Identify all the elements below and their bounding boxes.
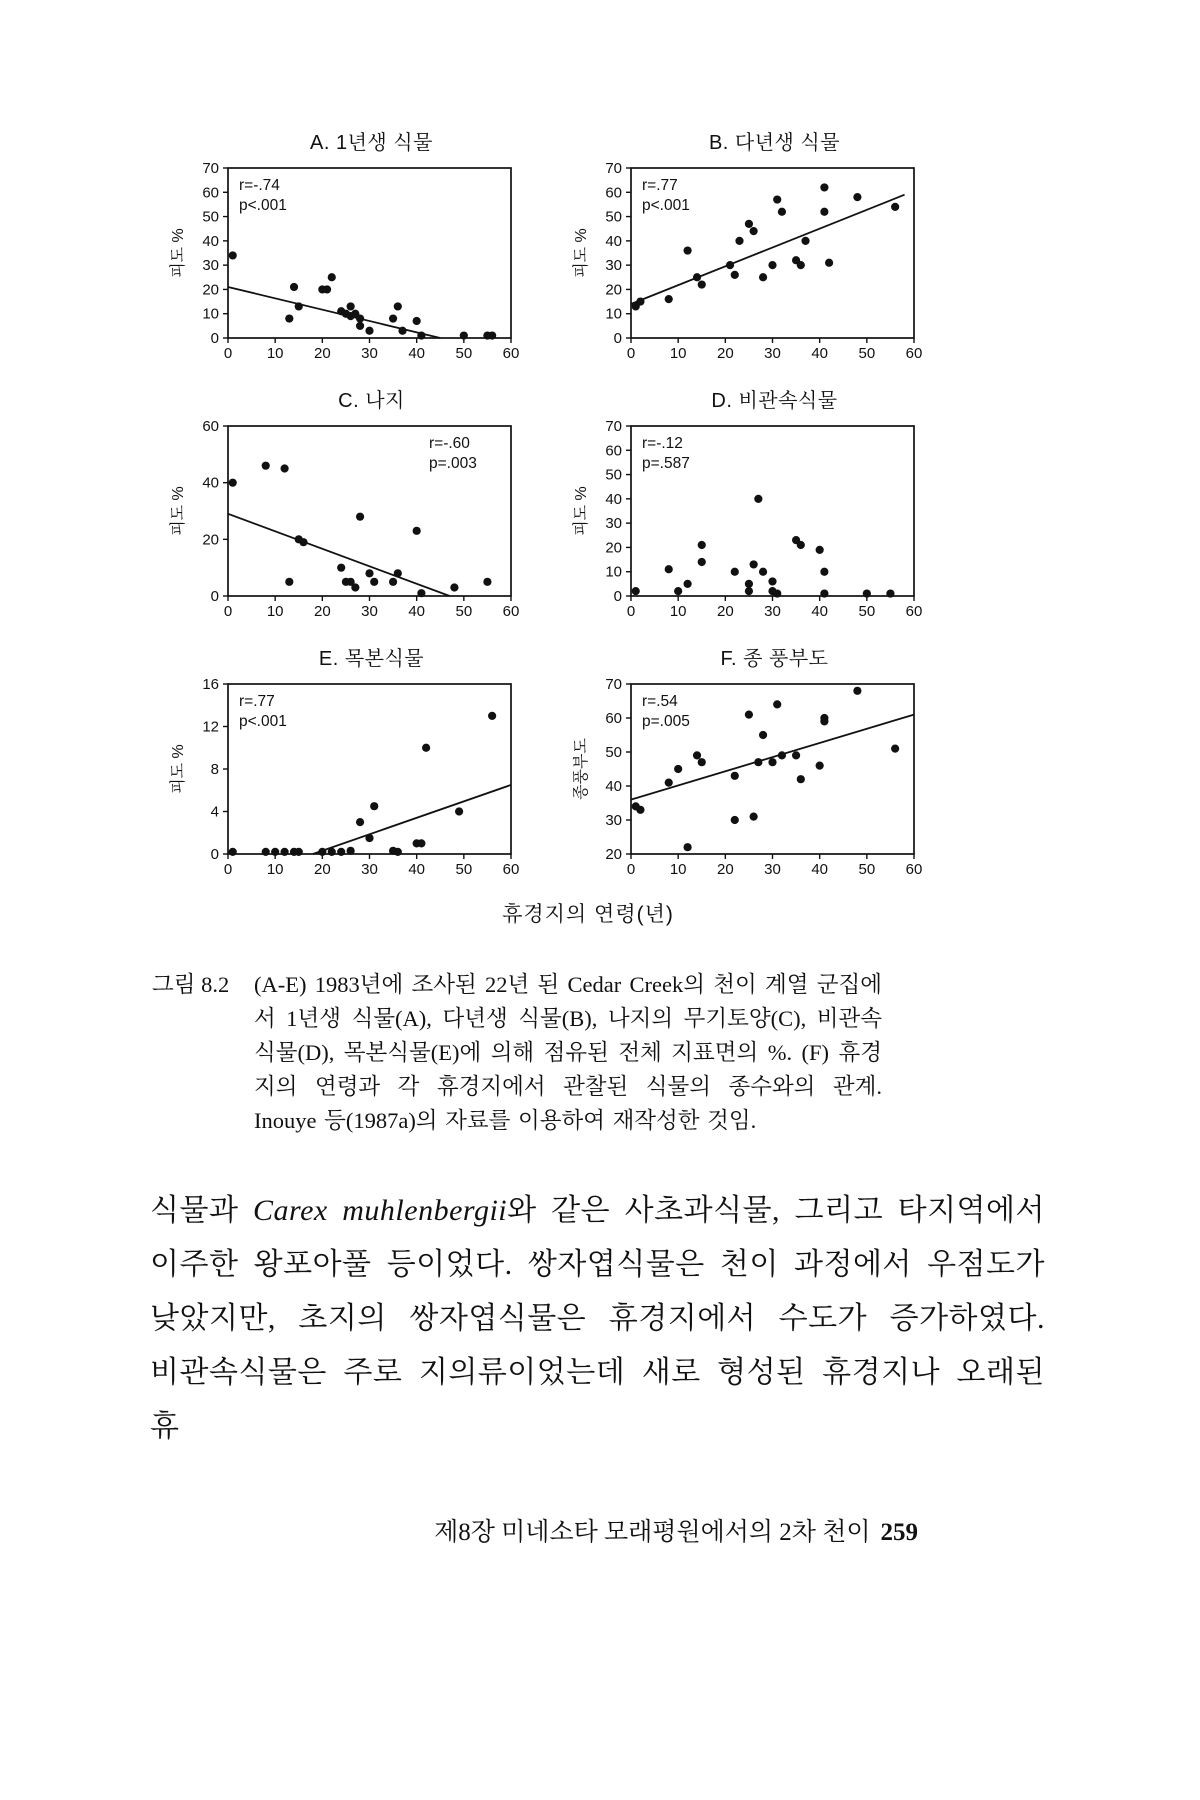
svg-text:피도 %: 피도 % (170, 486, 187, 536)
svg-text:30: 30 (764, 861, 781, 878)
svg-text:16: 16 (202, 676, 219, 693)
shared-x-axis-label: 휴경지의 연령(년) (502, 903, 674, 926)
svg-text:30: 30 (361, 861, 378, 878)
svg-text:20: 20 (313, 603, 331, 620)
body-text-segment-1: 식물과 (150, 1194, 253, 1227)
svg-text:0: 0 (210, 846, 219, 863)
svg-text:40: 40 (811, 861, 829, 878)
svg-text:70: 70 (605, 160, 622, 177)
svg-text:10: 10 (669, 603, 687, 620)
svg-text:r=-.60: r=-.60 (429, 435, 470, 452)
chart-title-nonvascular: D. 비관속식물 (711, 390, 838, 412)
svg-text:50: 50 (605, 466, 622, 484)
svg-text:20: 20 (313, 861, 331, 878)
svg-text:종풍부도: 종풍부도 (573, 738, 590, 800)
svg-text:40: 40 (605, 778, 622, 795)
svg-text:40: 40 (202, 474, 219, 492)
chart-bare-ground (168, 388, 523, 628)
figure-caption-number: 그림 8.2 (152, 972, 230, 997)
svg-text:10: 10 (266, 861, 284, 878)
chart-title-species-richness: F. 종 풍부도 (720, 648, 829, 670)
svg-text:50: 50 (858, 861, 876, 878)
svg-text:60: 60 (905, 603, 923, 620)
svg-text:10: 10 (669, 345, 687, 362)
chart-title-bare-ground: C. 나지 (338, 390, 405, 412)
svg-text:20: 20 (313, 345, 331, 362)
svg-text:30: 30 (764, 345, 781, 362)
svg-text:20: 20 (716, 861, 734, 878)
svg-text:30: 30 (361, 603, 378, 620)
svg-text:20: 20 (605, 539, 622, 557)
svg-text:10: 10 (605, 563, 622, 581)
chart-species-richness (571, 646, 926, 886)
svg-text:30: 30 (605, 257, 622, 275)
page-footer (0, 1512, 1200, 1548)
svg-text:40: 40 (811, 345, 829, 362)
chart-nonvascular-plants (571, 388, 926, 628)
scatter-plot-bare-ground (168, 418, 523, 628)
svg-text:10: 10 (266, 345, 284, 362)
svg-text:p<.001: p<.001 (642, 197, 690, 214)
svg-text:p=.003: p=.003 (429, 455, 477, 472)
svg-text:p<.001: p<.001 (239, 197, 287, 214)
svg-text:60: 60 (502, 603, 520, 620)
svg-text:60: 60 (502, 861, 520, 878)
svg-text:20: 20 (202, 531, 219, 549)
svg-text:50: 50 (858, 345, 876, 362)
svg-text:p=.587: p=.587 (642, 455, 690, 472)
svg-text:20: 20 (605, 846, 622, 863)
chart-annual-plants (168, 130, 523, 370)
svg-text:60: 60 (905, 861, 923, 878)
svg-text:0: 0 (223, 861, 233, 878)
chart-title-perennial: B. 다년생 식물 (708, 132, 841, 154)
svg-text:40: 40 (605, 490, 622, 508)
scatter-plot-perennial (571, 160, 926, 370)
svg-text:0: 0 (223, 345, 233, 362)
svg-text:50: 50 (605, 208, 622, 226)
svg-text:r=.77: r=.77 (642, 177, 678, 194)
chart-perennial-plants (571, 130, 926, 370)
chart-title-annual: A. 1년생 식물 (310, 132, 433, 154)
svg-text:r=.77: r=.77 (239, 693, 275, 710)
svg-text:60: 60 (202, 418, 219, 435)
svg-text:r=-.12: r=-.12 (642, 435, 683, 452)
svg-text:12: 12 (202, 718, 219, 736)
svg-text:60: 60 (605, 184, 622, 202)
svg-text:r=-.74: r=-.74 (239, 177, 280, 194)
svg-text:0: 0 (210, 588, 219, 605)
svg-text:40: 40 (408, 603, 426, 620)
scatter-plot-annual (168, 160, 523, 370)
svg-text:피도 %: 피도 % (170, 744, 187, 794)
scatter-plot-woody (168, 676, 523, 886)
svg-text:피도 %: 피도 % (573, 228, 590, 278)
svg-text:10: 10 (605, 305, 622, 323)
svg-text:20: 20 (202, 281, 219, 299)
footer-running-title: 제8장 미네소타 모래평원에서의 2차 천이 (434, 1519, 871, 1546)
svg-text:60: 60 (502, 345, 520, 362)
svg-text:40: 40 (408, 861, 426, 878)
svg-text:0: 0 (626, 861, 636, 878)
svg-text:40: 40 (202, 232, 219, 250)
svg-text:20: 20 (716, 603, 734, 620)
svg-text:0: 0 (626, 345, 636, 362)
svg-text:0: 0 (613, 330, 622, 347)
svg-text:30: 30 (605, 515, 622, 533)
svg-text:p<.001: p<.001 (239, 713, 287, 730)
svg-text:0: 0 (210, 330, 219, 347)
species-name-italic: Carex muhlenbergii (253, 1194, 508, 1227)
svg-text:60: 60 (905, 345, 923, 362)
svg-text:피도 %: 피도 % (573, 486, 590, 536)
svg-text:70: 70 (605, 676, 622, 693)
chart-grid (0, 0, 1200, 886)
svg-text:50: 50 (455, 603, 473, 620)
chart-woody-plants (168, 646, 523, 886)
svg-text:70: 70 (202, 160, 219, 177)
svg-text:30: 30 (764, 603, 781, 620)
svg-text:50: 50 (455, 345, 473, 362)
svg-text:30: 30 (202, 257, 219, 275)
svg-text:20: 20 (716, 345, 734, 362)
svg-text:50: 50 (202, 208, 219, 226)
svg-text:70: 70 (605, 418, 622, 435)
svg-text:8: 8 (210, 761, 219, 778)
svg-text:10: 10 (669, 861, 687, 878)
svg-text:30: 30 (361, 345, 378, 362)
svg-text:60: 60 (202, 184, 219, 202)
svg-text:r=.54: r=.54 (642, 693, 678, 710)
svg-text:4: 4 (210, 803, 219, 821)
body-paragraph (150, 1184, 1045, 1454)
svg-text:10: 10 (266, 603, 284, 620)
svg-text:0: 0 (223, 603, 233, 620)
svg-text:30: 30 (605, 812, 622, 829)
svg-text:40: 40 (811, 603, 829, 620)
svg-text:0: 0 (626, 603, 636, 620)
page-number: 259 (880, 1519, 918, 1546)
svg-text:50: 50 (858, 603, 876, 620)
svg-text:50: 50 (455, 861, 473, 878)
svg-text:40: 40 (408, 345, 426, 362)
figure-caption-text: (A-E) 1983년에 조사된 22년 된 Cedar Creek의 천이 계열 군집에서 1년생 식물(A), 다년생 식물(B), 나지의 무기토양(C), 비관속식물(D), 목본식물(E)에 의해 점유된 전체 지표면의 %. (F) 휴경지의 연령과 각 휴경지에서 관찰된 식물의 종수와의 관계. Inouye 등(1987a)의 자료를 이용하여 재작성한 것임. (254, 972, 882, 1133)
svg-text:0: 0 (613, 588, 622, 605)
svg-text:피도 %: 피도 % (170, 228, 187, 278)
svg-text:60: 60 (605, 710, 622, 727)
svg-text:10: 10 (202, 305, 219, 323)
svg-text:60: 60 (605, 442, 622, 460)
figure-caption (152, 968, 882, 1138)
svg-text:20: 20 (605, 281, 622, 299)
scatter-plot-species-richness (571, 676, 926, 886)
body-text-segment-2: 와 같은 사초과식물, 그리고 타지역에서 이주한 왕포아풀 등이었다. 쌍자엽식물은 천이 과정에서 우점도가 낮았지만, 초지의 쌍자엽식물은 휴경지에서 수도가 증가하였다. 비관속식물은 주로 지의류이었는데 새로 형성된 휴경지나 오래된 휴 (150, 1194, 1045, 1443)
scatter-plot-nonvascular (571, 418, 926, 628)
svg-text:50: 50 (605, 744, 622, 761)
svg-text:40: 40 (605, 232, 622, 250)
svg-text:p=.005: p=.005 (642, 713, 690, 730)
chart-title-woody: E. 목본식물 (318, 648, 425, 670)
